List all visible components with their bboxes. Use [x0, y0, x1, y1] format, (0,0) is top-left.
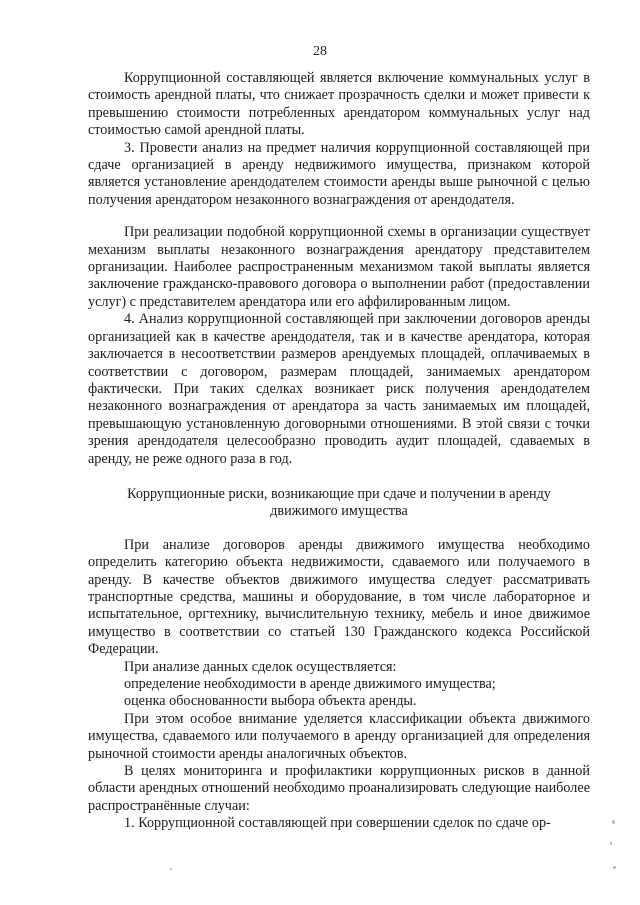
page-number: 28 [313, 44, 327, 59]
list-item-justification: оценка обоснованности выбора объекта аренды. [124, 693, 417, 710]
paragraph-classification: При этом особое внимание уделяется классификации объекта движимого имущества, сдаваемого или получаемого в аренду организацией для определения рыночной стоимости аренды аналогичных объектов. [88, 710, 590, 762]
paragraph-analysis: При анализе договоров аренды движимого имущества необходимо определить категорию объекта недвижимости, сдаваемого или получаемого в аренду. В качестве объектов движимого имущества следует рассматривать транспортные средства, машины и оборудование, в том числе лабораторное и испытательное, оргтехнику, вычислительную технику, мебель и иное движимое имущество в соответствии со статьей 130 Гражданского кодекса Российской Федерации. [88, 536, 590, 658]
list-item-necessity: определение необходимости в аренде движимого имущества; [124, 676, 496, 692]
paragraph-scheme: При реализации подобной коррупционной схемы в организации существует механизм выплаты незаконного вознаграждения арендатору представителем организации. Наиболее распространенным механизмом такой выплаты является заключение гражданско-правового договора о выполнении работ (предоставлении услуг) с представителем арендатора или его аффилированным лицом. [88, 224, 590, 310]
paragraph-item-1: 1. Коррупционной составляющей при совершении сделок по сдаче ор- [124, 815, 551, 832]
paragraph-item-4: 4. Анализ коррупционной составляющей при заключении договоров аренды организацией как в качестве арендодателя, так и в качестве арендатора, которая заключается в несоответствии размеров арендуемых площадей, оплачиваемых в соответствии с договором, размерам площадей, занимаемых арендатором фактически. При таких сделках возникает риск получения арендодателем незаконного вознаграждения от арендатора за часть занимаемых им площадей, превышающую установленную договорными отношениями. В этой связи с точки зрения арендодателя целесообразно проводить аудит площадей, сдаваемых в аренду, не реже одного раза в год. [88, 311, 590, 467]
paragraph-deals: При анализе данных сделок осуществляется: [124, 658, 397, 675]
paragraph-monitoring: В целях мониторинга и профилактики коррупционных рисков в данной области арендных отношений необходимо проанализировать следующие наиболее распространённые случаи: [88, 763, 590, 814]
document-body [88, 70, 590, 833]
scan-speck [613, 866, 616, 869]
scan-speck [170, 868, 172, 870]
scan-speck [610, 842, 612, 845]
section-heading: Коррупционные риски, возникающие при сдаче и получении в аренду движимого имущества [127, 485, 551, 520]
paragraph-item-3: 3. Провести анализ на предмет наличия коррупционной составляющей при сдаче организацией в аренду недвижимого имущества, признаком которой является установление арендодателем стоимости аренды выше рыночной с целью получения арендатором незаконного вознаграждения от арендодателя. [88, 139, 590, 208]
scan-speck [612, 820, 615, 824]
paragraph-utilities: Коррупционной составляющей является включение коммунальных услуг в стоимость арендной платы, что снижает прозрачность сделки и может привести к превышению стоимости потребленных арендатором коммунальных услуг над стоимостью самой арендной платы. [88, 70, 590, 139]
